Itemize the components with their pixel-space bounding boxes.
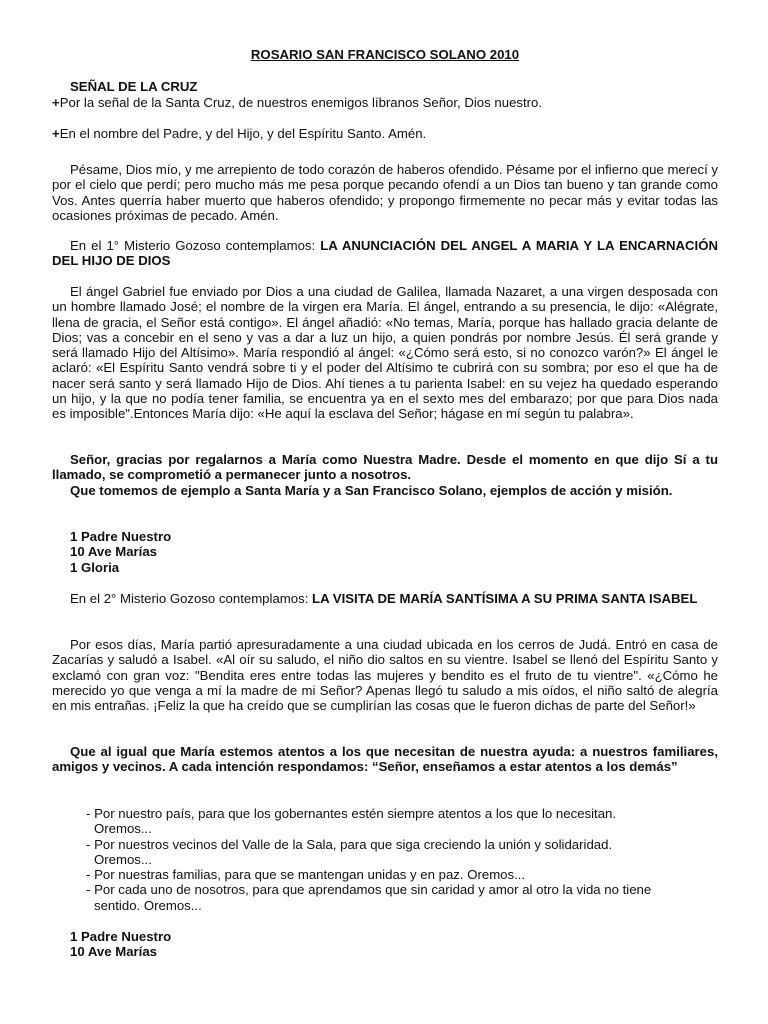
misterio-2-heading [52,591,718,606]
intencion-dash: - [86,867,91,883]
cross-symbol: + [52,95,60,110]
oracion-ave-marias: 10 Ave Marías [70,944,157,960]
cross-symbol: + [52,126,60,141]
pesame-paragraph: Pésame, Dios mío, y me arrepiento de todo corazón de haberos ofendido. Pésame por el infierno que merecí y por el cielo que perdí; pero mucho más me pesa porque pecando ofendí a un Dios tan bueno y tan grande como Vos. Antes querría haber muerto que haberos ofendido; y propongo firmemente no pecar más y evitar todas las ocasiones próximas de pecado. Amén. [52,162,719,223]
intencion-response: Oremos... [94,851,152,867]
cruz-line-2-text: En el nombre del Padre, y del Hijo, y del Espíritu Santo. Amén. [59,126,427,141]
intencion-item [86,867,718,882]
oracion-gloria: 1 Gloria [70,559,120,575]
oracion-padre-nuestro: 1 Padre Nuestro [70,929,172,944]
intencion-dash: - [86,836,91,852]
oracion-ave-marias: 10 Ave Marías [70,544,157,560]
misterio-2-oraciones [70,929,171,960]
cruz-line-1 [52,95,718,110]
intencion-text: Por nuestro país, para que los gobernantes estén siempre atentos a los que lo necesitan. [94,806,617,821]
misterio-1-intro: En el 1° Misterio Gozoso contemplamos: [70,238,321,253]
misterio-2-title: LA VISITA DE MARÍA SANTÍSIMA A SU PRIMA SANTA ISABEL [312,591,698,606]
misterio-2-reflexion: Que al igual que María estemos atentos a los que necesitan de nuestra ayuda: a nuestros familiares, amigos y vecinos. A cada intención respondamos: “Señor, enseñamos a estar atentos a los demás” [52,744,718,775]
intencion-text: Por cada uno de nosotros, para que aprendamos que sin caridad y amor al otro la vida no tiene [94,882,652,898]
document-title: ROSARIO SAN FRANCISCO SOLANO 2010 [250,47,520,62]
cruz-line-2 [52,126,718,141]
intencion-dash: - [86,806,91,821]
misterio-2-text: Por esos días, María partió apresuradamente a una ciudad ubicada en los cerros de Judá. Entró en casa de Zacarías y saludó a Isabel. «Al oír su saludo, el niño dio saltos en su vientre. Isabel se llenó del Espíritu Santo y exclamó con gran voz: "Bendita eres entre todas las mujeres y bendito es el fruto de tu vientre". «¿Cómo he merecido yo que venga a mí la madre de mi Señor? Apenas llegó tu saludo a mis oídos, el niño saltó de alegría en mis entrañas. ¡Feliz la que ha creído que se cumplirían las cosas que le fueron dichas de parte del Señor!» [52,637,718,714]
misterio-1-reflexion-2: Que tomemos de ejemplo a Santa María y a San Francisco Solano, ejemplos de acción y misión. [70,483,673,498]
misterio-2-intro: En el 2° Misterio Gozoso contemplamos: [70,591,313,606]
intencion-item [86,806,718,837]
misterio-1-heading [52,238,718,269]
intencion-item [86,837,718,868]
intencion-dash: - [86,882,91,898]
oracion-padre-nuestro: 1 Padre Nuestro [70,529,172,544]
intencion-item [86,882,718,913]
cruz-line-1-text: Por la señal de la Santa Cruz, de nuestros enemigos líbranos Señor, Dios nuestro. [59,95,543,110]
cruz-heading: SEÑAL DE LA CRUZ [70,79,198,94]
intenciones-list [86,806,718,913]
misterio-1-title: LA ANUNCIACIÓN DEL ANGEL A MARIA Y LA ENCARNACIÓN DEL HIJO DE DIOS [52,238,718,269]
intencion-text: Por nuestras familias, para que se mantengan unidas y en paz. Oremos... [94,867,526,883]
intencion-response: sentido. Oremos... [94,897,202,913]
intencion-response: Oremos... [94,821,152,837]
misterio-1-oraciones [70,529,171,575]
intencion-text: Por nuestros vecinos del Valle de la Sala, para que siga creciendo la unión y solidaridad. [94,836,613,852]
misterio-1-text: El ángel Gabriel fue enviado por Dios a una ciudad de Galilea, llamada Nazaret, a una virgen desposada con un hombre llamado José; el nombre de la virgen era María. El ángel, entrando a su presencia, le dijo: «Alégrate, llena de gracia, el Señor está contigo». El ángel añadió: «No temas, María, porque has hallado gracia delante de Dios; vas a concebir en el seno y vas a dar a luz un hijo, a quien pondrás por nombre Jesús. Él será grande y será llamado Hijo del Altísimo». María respondió al ángel: «¿Cómo será esto, si no conozco varón?» El ángel le aclaró: «El Espíritu Santo vendrá sobre ti y el poder del Altísimo te cubrirá con su sombra; por eso el que ha de nacer será santo y será llamado Hijo de Dios. Ahí tienes a tu parienta Isabel: en su vejez ha quedado esperando un hijo, y la que no podía tener familia, se encuentra ya en el sexto mes del embarazo; por que para Dios nada es imposible".Entonces María dijo: «He aquí la esclava del Señor; hágase en mí según tu palabra». [52,284,718,422]
misterio-1-reflexion-1: Señor, gracias por regalarnos a María como Nuestra Madre. Desde el momento en que dijo Sí a tu llamado, se comprometió a permanecer junto a nosotros. [52,452,718,483]
